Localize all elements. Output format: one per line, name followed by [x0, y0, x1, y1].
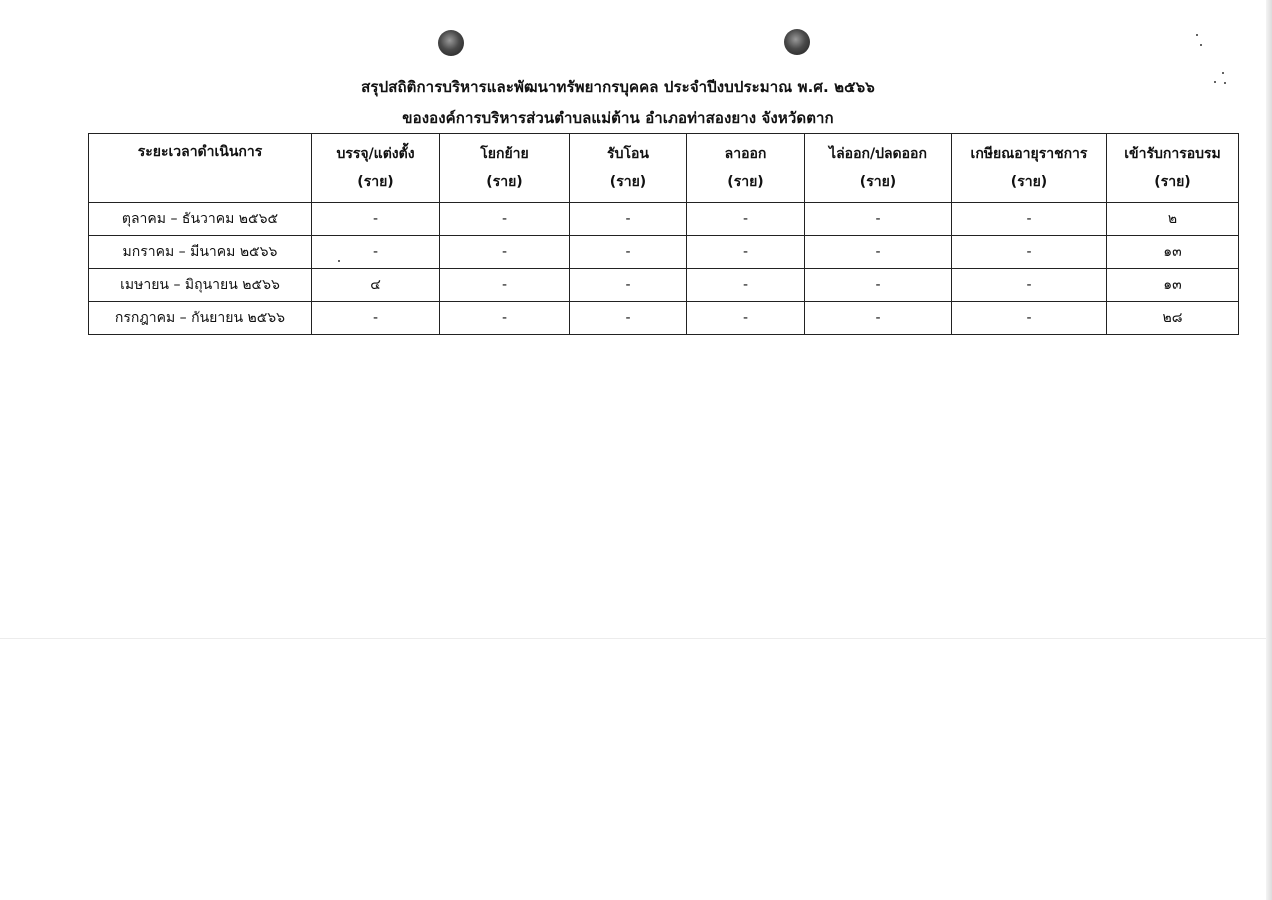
- appointment-cell: -: [312, 302, 440, 335]
- header-unit: (ราย): [357, 174, 394, 190]
- table-row: [89, 236, 1239, 269]
- retirement-cell: -: [952, 203, 1107, 236]
- table-header-row: [89, 134, 1239, 203]
- document-subtitle: ขององค์การบริหารส่วนตำบลแม่ต้าน อำเภอท่าสองยาง จังหวัดตาก: [402, 109, 834, 127]
- transfer-cell: -: [440, 269, 570, 302]
- table-row: [89, 269, 1239, 302]
- header-unit: (ราย): [859, 174, 897, 190]
- header-unit: (ราย): [609, 174, 647, 190]
- header-label: เข้ารับการอบรม: [1124, 146, 1221, 162]
- retirement-cell: -: [952, 302, 1107, 335]
- hr-statistics-table: [88, 133, 1239, 335]
- resignation-cell: -: [687, 302, 805, 335]
- appointment-cell: ๔: [312, 269, 440, 302]
- period-cell: ตุลาคม – ธันวาคม ๒๕๖๕: [89, 203, 312, 236]
- header-label: โยกย้าย: [480, 146, 529, 162]
- dismissal-cell: -: [805, 203, 952, 236]
- appointment-cell: -: [312, 203, 440, 236]
- header-label: รับโอน: [607, 146, 649, 162]
- header-label: บรรจุ/แต่งตั้ง: [336, 146, 415, 162]
- resignation-cell: -: [687, 269, 805, 302]
- header-transfer-in: [570, 134, 687, 203]
- scan-fold-line: [0, 638, 1266, 639]
- resignation-cell: -: [687, 203, 805, 236]
- period-cell: เมษายน – มิถุนายน ๒๕๖๖: [89, 269, 312, 302]
- transfer-cell: -: [440, 302, 570, 335]
- punch-hole-right: [784, 29, 810, 55]
- header-period: [89, 134, 312, 203]
- page-edge-shadow: [1266, 0, 1272, 900]
- header-dismissal: [805, 134, 952, 203]
- transfer-in-cell: -: [570, 269, 687, 302]
- header-label: ลาออก: [724, 146, 767, 162]
- table-row: [89, 203, 1239, 236]
- period-cell: กรกฎาคม – กันยายน ๒๕๖๖: [89, 302, 312, 335]
- training-cell: ๑๓: [1107, 236, 1239, 269]
- training-cell: ๒: [1107, 203, 1239, 236]
- table-row: [89, 302, 1239, 335]
- header-training: [1107, 134, 1239, 203]
- header-retirement: [952, 134, 1107, 203]
- header-label: เกษียณอายุราชการ: [970, 146, 1088, 162]
- transfer-in-cell: -: [570, 236, 687, 269]
- transfer-cell: -: [440, 203, 570, 236]
- header-unit: (ราย): [486, 174, 523, 190]
- period-cell: มกราคม – มีนาคม ๒๕๖๖: [89, 236, 312, 269]
- header-unit: (ราย): [727, 174, 764, 190]
- scan-speck: [1200, 44, 1202, 46]
- scan-speck: [1196, 34, 1198, 36]
- retirement-cell: -: [952, 269, 1107, 302]
- header-transfer: [440, 134, 570, 203]
- transfer-in-cell: -: [570, 302, 687, 335]
- punch-hole-left: [438, 30, 464, 56]
- header-label: ระยะเวลาดำเนินการ: [137, 144, 263, 160]
- scan-speck: [1222, 72, 1224, 74]
- dismissal-cell: -: [805, 236, 952, 269]
- dismissal-cell: -: [805, 269, 952, 302]
- training-cell: ๑๓: [1107, 269, 1239, 302]
- transfer-cell: -: [440, 236, 570, 269]
- header-unit: (ราย): [1154, 174, 1191, 190]
- dismissal-cell: -: [805, 302, 952, 335]
- resignation-cell: -: [687, 236, 805, 269]
- retirement-cell: -: [952, 236, 1107, 269]
- training-cell: ๒๘: [1107, 302, 1239, 335]
- transfer-in-cell: -: [570, 203, 687, 236]
- header-appointment: [312, 134, 440, 203]
- header-unit: (ราย): [1010, 174, 1048, 190]
- appointment-cell: -: [312, 236, 440, 269]
- document-title: สรุปสถิติการบริหารและพัฒนาทรัพยากรบุคคล ประจำปีงบประมาณ พ.ศ. ๒๕๖๖: [361, 78, 875, 96]
- header-resignation: [687, 134, 805, 203]
- header-label: ไล่ออก/ปลดออก: [829, 146, 927, 162]
